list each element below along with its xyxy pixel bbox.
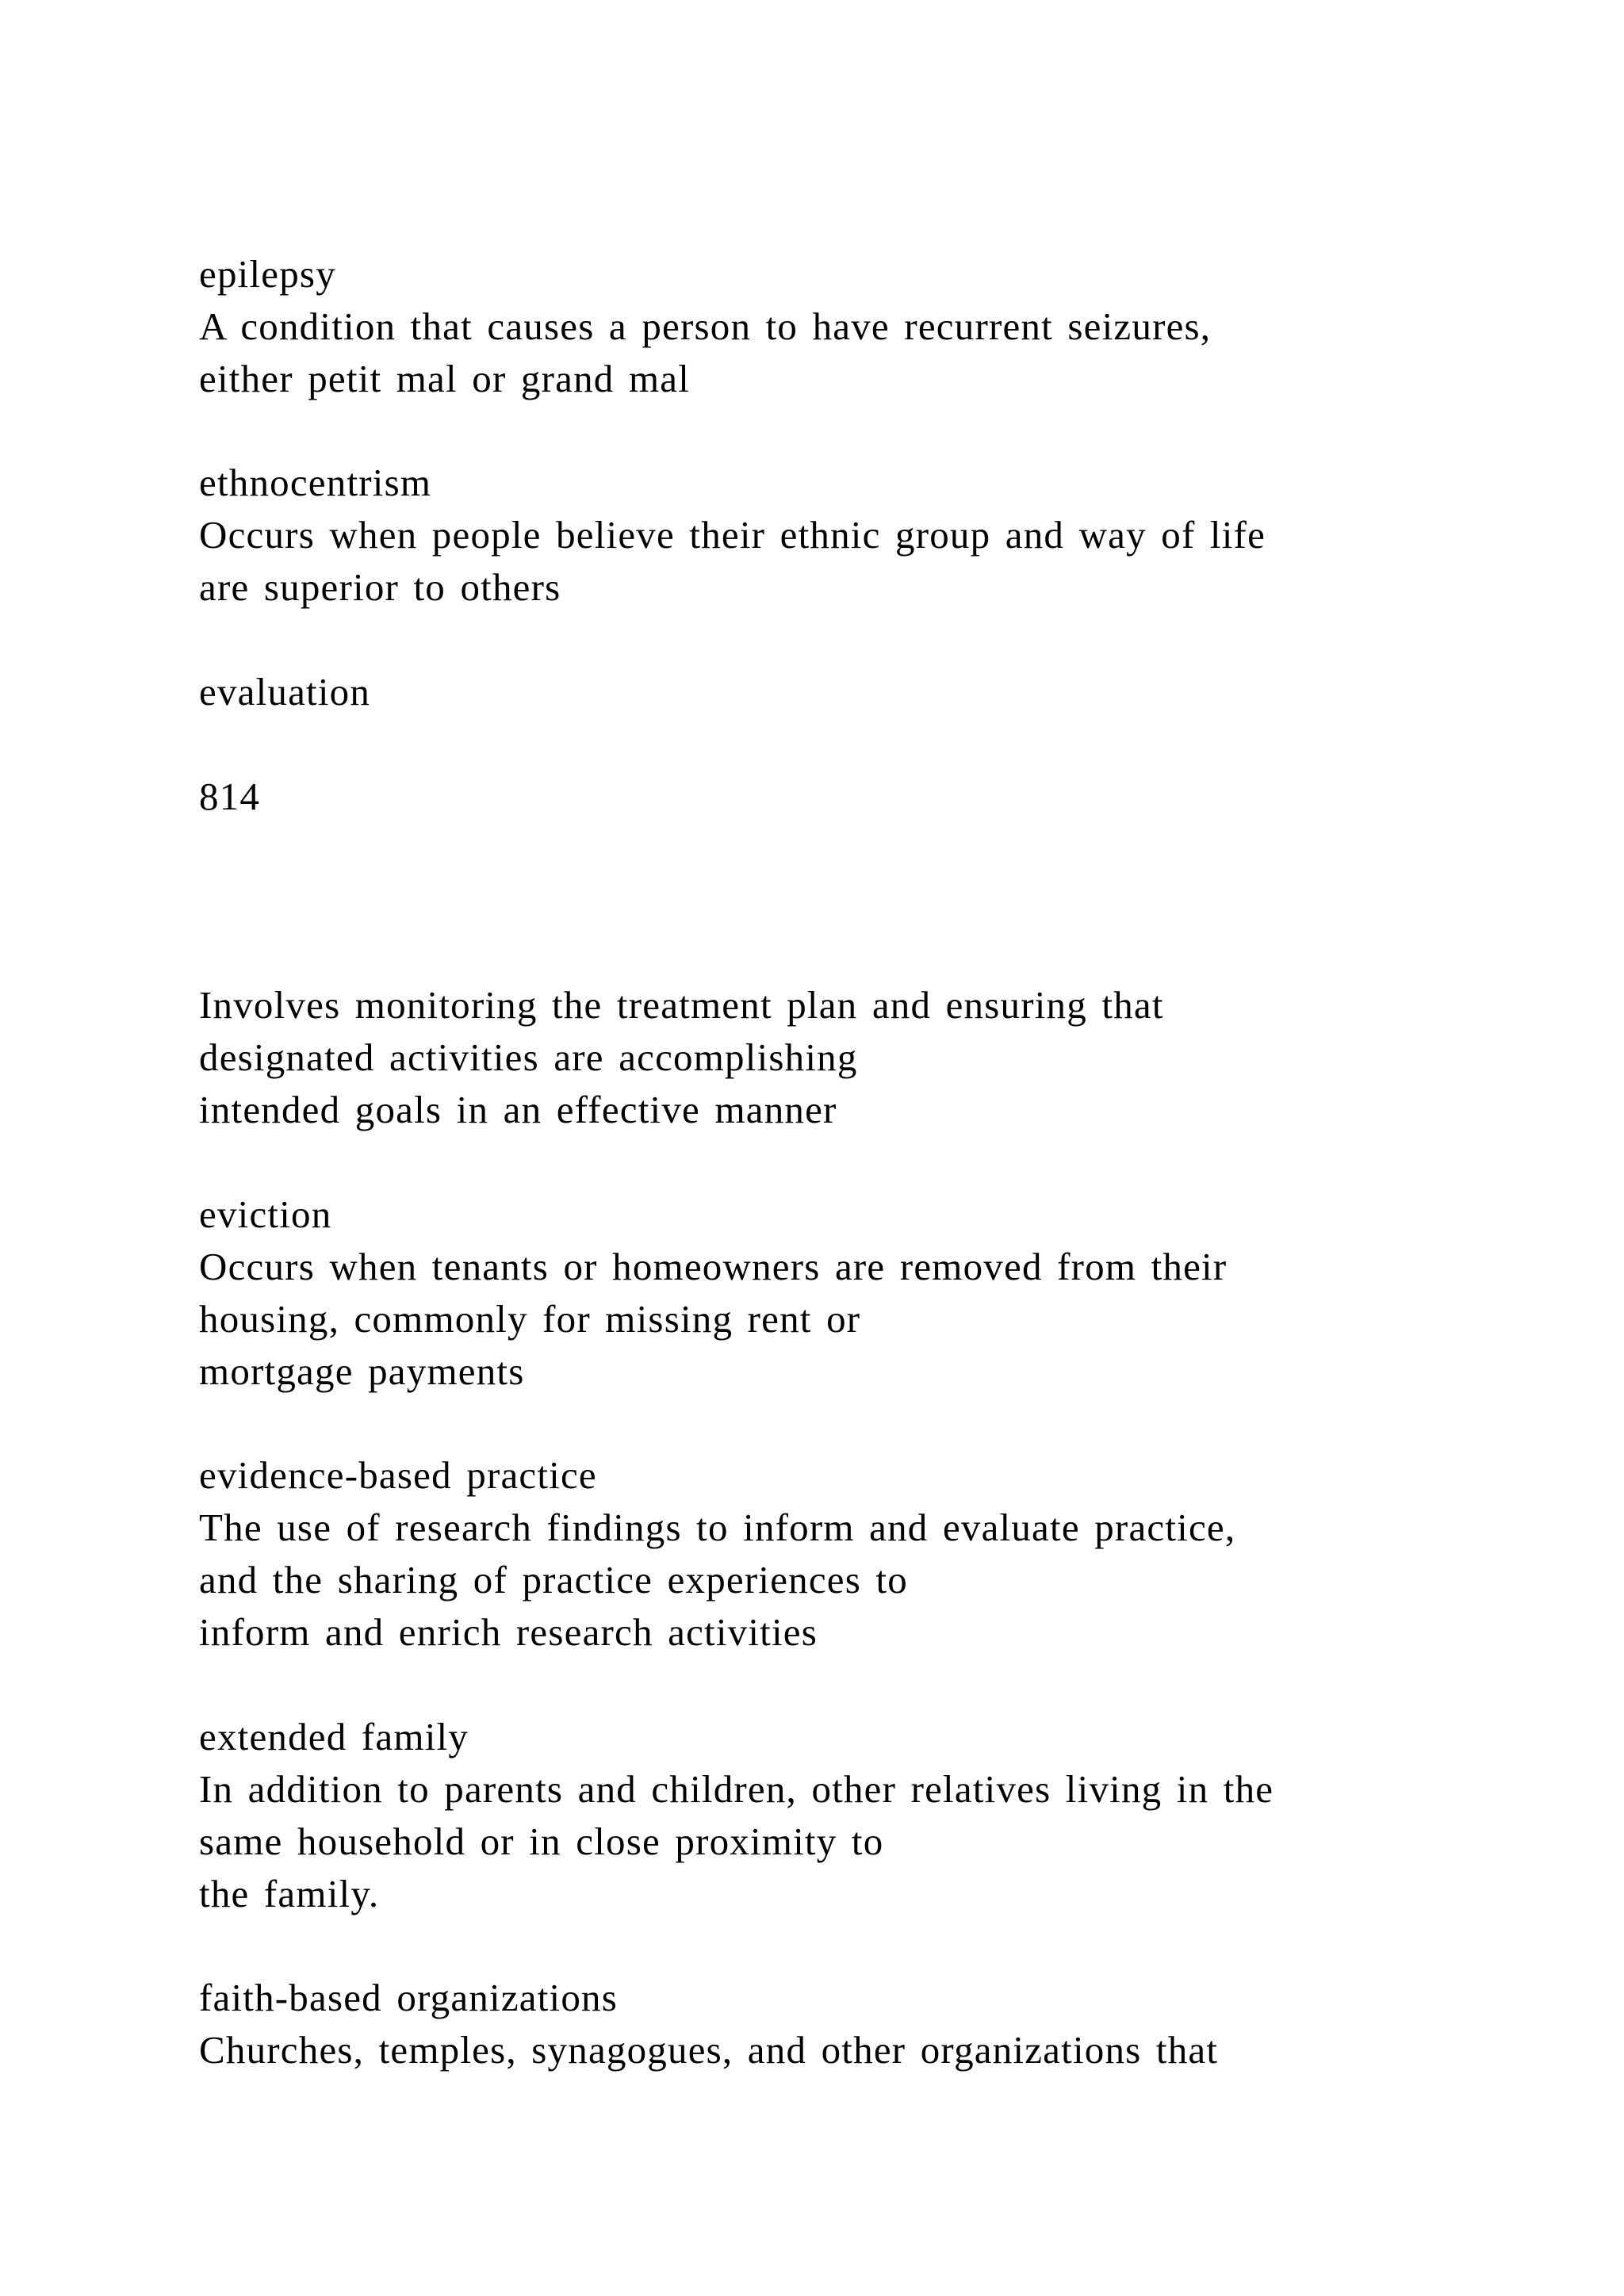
term-extended-family: extended family [199, 1715, 469, 1758]
definition-line: Occurs when people believe their ethnic group and way of life [199, 513, 1266, 557]
definition-line: housing, commonly for missing rent or [199, 1297, 861, 1341]
term-faith-based-organizations: faith-based organizations [199, 1976, 619, 2019]
definition-line: and the sharing of practice experiences to [199, 1558, 908, 1601]
term-eviction: eviction [199, 1192, 332, 1236]
definition-line: Involves monitoring the treatment plan and ensuring that [199, 983, 1164, 1027]
page-number: 814 [199, 775, 261, 818]
term-epilepsy: epilepsy [199, 252, 336, 296]
term-evidence-based-practice: evidence-based practice [199, 1453, 597, 1497]
definition-line: The use of research findings to inform and evaluate practice, [199, 1506, 1236, 1549]
term-evaluation: evaluation [199, 670, 371, 714]
definition-line: either petit mal or grand mal [199, 357, 691, 400]
definition-line: the family. [199, 1872, 380, 1915]
definition-line: are superior to others [199, 565, 561, 609]
definition-line: In addition to parents and children, other relatives living in the [199, 1767, 1274, 1811]
definition-line: Churches, temples, synagogues, and other organizations that [199, 2028, 1219, 2072]
definition-line: intended goals in an effective manner [199, 1088, 837, 1131]
definition-line: Occurs when tenants or homeowners are removed from their [199, 1245, 1228, 1288]
definition-line: mortgage payments [199, 1349, 525, 1393]
term-ethnocentrism: ethnocentrism [199, 461, 432, 504]
definition-line: inform and enrich research activities [199, 1610, 818, 1654]
definition-line: designated activities are accomplishing [199, 1035, 858, 1079]
definition-line: A condition that causes a person to have recurrent seizures, [199, 304, 1212, 348]
definition-line: same household or in close proximity to [199, 1820, 884, 1863]
